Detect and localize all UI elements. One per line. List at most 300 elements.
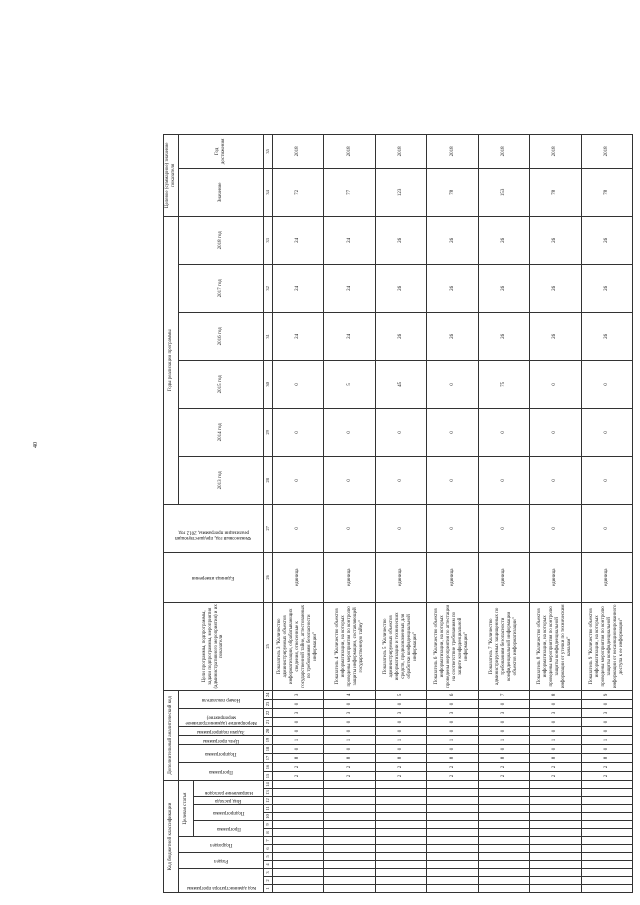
- budget-code-cell: [581, 877, 632, 885]
- year-value: 24: [324, 312, 375, 360]
- budget-code-cell: [427, 813, 478, 821]
- year-2013-header: 2013 год: [179, 456, 264, 504]
- column-number: 29: [264, 408, 273, 456]
- analytic-code-digit: 1: [427, 735, 478, 744]
- analytic-code-digit: 0: [324, 717, 375, 726]
- budget-code-cell: [478, 797, 529, 805]
- year-value: 0: [581, 360, 632, 408]
- year-value: 26: [427, 264, 478, 312]
- year-value: 26: [530, 264, 581, 312]
- budget-code-cell: [273, 780, 324, 788]
- budget-code-cell: [581, 805, 632, 813]
- analytic-code-digit: 0: [478, 717, 529, 726]
- budget-code-cell: [530, 837, 581, 845]
- unit-cell: единица: [530, 552, 581, 602]
- budget-code-cell: [581, 845, 632, 853]
- analytic-code-digit: 3: [478, 708, 529, 717]
- budget-code-cell: [324, 853, 375, 861]
- budget-code-cell: [581, 837, 632, 845]
- analytic-code-digit: 0: [427, 717, 478, 726]
- budget-code-cell: [273, 789, 324, 797]
- analytic-code-digit: 0: [273, 744, 324, 753]
- unit-column-header: Единица измерения: [164, 552, 264, 602]
- table-row: [273, 134, 324, 892]
- budget-code-cell: [273, 837, 324, 845]
- budget-code-cell: [427, 861, 478, 869]
- unit-cell: единица: [581, 552, 632, 602]
- budget-code-cell: [581, 853, 632, 861]
- year-value: 0: [530, 456, 581, 504]
- budget-code-cell: [427, 805, 478, 813]
- budget-code-cell: [427, 789, 478, 797]
- budget-code-cell: [530, 877, 581, 885]
- year-value: 0: [375, 408, 426, 456]
- analytic-code-digit: 0: [375, 726, 426, 735]
- an-program-header: Программа: [179, 762, 264, 780]
- budget-code-cell: [273, 877, 324, 885]
- column-number: 20: [264, 726, 273, 735]
- budget-code-cell: [581, 869, 632, 877]
- column-number: 32: [264, 264, 273, 312]
- year-value: 26: [427, 216, 478, 264]
- direction-subheader: Направление расходов: [194, 780, 264, 796]
- column-number: 3: [264, 869, 273, 877]
- budget-code-cell: [530, 869, 581, 877]
- column-number: 22: [264, 708, 273, 717]
- budget-code-cell: [427, 853, 478, 861]
- year-2015-header: 2015 год: [179, 360, 264, 408]
- an-goal-header: Цель программы: [179, 735, 264, 744]
- budget-code-cell: [581, 821, 632, 829]
- budget-code-cell: [273, 885, 324, 893]
- column-number: 13: [264, 789, 273, 797]
- analytic-code-digit: 0: [530, 744, 581, 753]
- budget-code-cell: [478, 829, 529, 837]
- analytic-code-digit: 0: [427, 699, 478, 708]
- unit-cell: единица: [427, 552, 478, 602]
- final-year: 2018: [581, 134, 632, 168]
- budget-code-cell: [324, 837, 375, 845]
- base-year-value: 0: [273, 504, 324, 552]
- analytic-code-digit: 5: [375, 690, 426, 699]
- analytic-code-digit: 2: [273, 771, 324, 780]
- budget-code-cell: [324, 797, 375, 805]
- analytic-code-digit: 1: [478, 735, 529, 744]
- base-year-value: 0: [324, 504, 375, 552]
- column-number: 18: [264, 744, 273, 753]
- budget-code-cell: [581, 797, 632, 805]
- year-value: 5: [324, 360, 375, 408]
- analytic-code-digit: 0: [273, 717, 324, 726]
- budget-code-cell: [375, 869, 426, 877]
- table-row: [324, 134, 375, 892]
- table-row: [581, 134, 632, 892]
- final-value: 77: [324, 168, 375, 216]
- column-number: 30: [264, 360, 273, 408]
- year-value: 24: [273, 264, 324, 312]
- budget-code-cell: [324, 805, 375, 813]
- budget-code-cell: [324, 845, 375, 853]
- budget-code-cell: [273, 869, 324, 877]
- base-year-column-header: Финансовый год, предшествующий реализации программы, 2012 год: [164, 504, 264, 552]
- budget-code-cell: [530, 821, 581, 829]
- column-number: 28: [264, 456, 273, 504]
- budget-code-cell: [427, 877, 478, 885]
- year-value: 0: [273, 408, 324, 456]
- final-year: 2018: [478, 134, 529, 168]
- budget-code-cell: [530, 813, 581, 821]
- final-value: 153: [478, 168, 529, 216]
- column-number: 12: [264, 797, 273, 805]
- budget-code-cell: [427, 821, 478, 829]
- analytic-code-digit: 1: [273, 735, 324, 744]
- final-year-subheader: Год достижения: [179, 134, 264, 168]
- budget-code-cell: [375, 797, 426, 805]
- analytic-code-digit: 0: [375, 717, 426, 726]
- budget-code-cell: [324, 861, 375, 869]
- year-value: 0: [324, 408, 375, 456]
- final-value: 78: [427, 168, 478, 216]
- year-value: 0: [427, 360, 478, 408]
- budget-code-cell: [581, 861, 632, 869]
- unit-cell: единица: [375, 552, 426, 602]
- analytic-code-digit: 0: [478, 699, 529, 708]
- final-year: 2018: [324, 134, 375, 168]
- column-number: 9: [264, 821, 273, 829]
- indicator-text: Показатель 8 "Количество объектов информатизации, на которых проведены мероприятия по контролю защиты конфиденциальной информации от утечки по техническим каналам": [530, 602, 581, 690]
- budget-code-cell: [273, 845, 324, 853]
- year-value: 24: [273, 312, 324, 360]
- analytic-code-digit: 2: [273, 762, 324, 771]
- column-number: 14: [264, 780, 273, 788]
- budget-code-cell: [478, 885, 529, 893]
- analytic-code-digit: 1: [375, 735, 426, 744]
- budget-code-cell: [375, 861, 426, 869]
- year-2014-header: 2014 год: [179, 408, 264, 456]
- budget-code-cell: [530, 845, 581, 853]
- analytic-code-digit: 3: [530, 708, 581, 717]
- year-value: 0: [324, 456, 375, 504]
- column-number: 2: [264, 877, 273, 885]
- budget-code-cell: [273, 813, 324, 821]
- budget-code-cell: [324, 829, 375, 837]
- final-year: 2018: [530, 134, 581, 168]
- final-year: 2018: [273, 134, 324, 168]
- analytic-code-digit: 4: [324, 690, 375, 699]
- year-value: 45: [375, 360, 426, 408]
- years-header: Годы реализации программы: [164, 216, 179, 504]
- budget-code-cell: [375, 780, 426, 788]
- budget-code-cell: [478, 845, 529, 853]
- budget-classification-header: Код бюджетной классификации: [164, 780, 179, 892]
- year-value: 26: [478, 216, 529, 264]
- analytic-code-digit: 0: [324, 699, 375, 708]
- subprogram-subheader: Подпрограмма: [194, 805, 264, 821]
- budget-code-cell: [324, 780, 375, 788]
- budget-code-cell: [581, 829, 632, 837]
- budget-code-cell: [478, 805, 529, 813]
- analytic-code-digit: 0: [324, 726, 375, 735]
- budget-code-cell: [581, 780, 632, 788]
- column-number: 16: [264, 762, 273, 771]
- year-value: 24: [324, 264, 375, 312]
- analytic-code-digit: 3: [375, 708, 426, 717]
- unit-cell: единица: [324, 552, 375, 602]
- budget-code-cell: [273, 829, 324, 837]
- budget-code-cell: [478, 780, 529, 788]
- analytic-code-digit: 2: [324, 762, 375, 771]
- target-article-header: Целевая статья: [179, 780, 194, 836]
- analytic-code-digit: 8: [273, 753, 324, 762]
- year-value: 0: [478, 456, 529, 504]
- indicator-text: Показатель 5 "Количество администрируемых объектов информатизации и технических средств, предназначенных для обработки конфиденциальной информации": [375, 602, 426, 690]
- year-value: 26: [375, 264, 426, 312]
- budget-code-cell: [478, 789, 529, 797]
- budget-code-cell: [324, 813, 375, 821]
- table-row: [478, 134, 529, 892]
- budget-code-cell: [478, 837, 529, 845]
- analytic-code-digit: 3: [427, 708, 478, 717]
- year-value: 0: [375, 456, 426, 504]
- analytic-code-digit: 0: [530, 717, 581, 726]
- column-number: 26: [264, 552, 273, 602]
- column-number: 5: [264, 853, 273, 861]
- analytic-code-digit: 1: [581, 735, 632, 744]
- year-2017-header: 2017 год: [179, 264, 264, 312]
- table-row: [375, 134, 426, 892]
- analytic-code-digit: 8: [530, 753, 581, 762]
- analytic-code-digit: 8: [375, 753, 426, 762]
- analytic-code-digit: 1: [324, 735, 375, 744]
- analytic-code-digit: 8: [478, 753, 529, 762]
- final-value: 123: [375, 168, 426, 216]
- base-year-value: 0: [581, 504, 632, 552]
- analytic-code-digit: 2: [375, 762, 426, 771]
- budget-code-cell: [427, 837, 478, 845]
- program-indicators-table: [163, 134, 633, 893]
- table-row: [427, 134, 478, 892]
- unit-cell: единица: [478, 552, 529, 602]
- year-2018-header: 2018 год: [179, 216, 264, 264]
- analytic-code-digit: 3: [324, 708, 375, 717]
- indicator-text: Показатель 7 "Количество администрируемых защищенных по требованиям безопасности конфиденциальной информации объектов информатизации": [478, 602, 529, 690]
- final-value: 78: [581, 168, 632, 216]
- column-number: 25: [264, 602, 273, 690]
- column-number: 10: [264, 813, 273, 821]
- year-value: 24: [273, 216, 324, 264]
- budget-code-cell: [530, 853, 581, 861]
- budget-code-cell: [273, 805, 324, 813]
- base-year-value: 0: [478, 504, 529, 552]
- analytic-code-digit: 8: [530, 690, 581, 699]
- budget-code-cell: [375, 877, 426, 885]
- budget-code-cell: [530, 780, 581, 788]
- column-number: 35: [264, 134, 273, 168]
- budget-code-cell: [324, 877, 375, 885]
- analytic-code-digit: 0: [478, 744, 529, 753]
- year-value: 0: [427, 456, 478, 504]
- budget-code-cell: [581, 813, 632, 821]
- budget-code-cell: [530, 805, 581, 813]
- base-year-value: 0: [530, 504, 581, 552]
- year-value: 26: [375, 312, 426, 360]
- analytic-code-digit: 0: [375, 699, 426, 708]
- year-value: 26: [478, 312, 529, 360]
- analytic-code-digit: 0: [581, 744, 632, 753]
- column-number: 31: [264, 312, 273, 360]
- budget-code-cell: [273, 861, 324, 869]
- analytic-code-header: Дополнительный аналитический код: [164, 690, 179, 780]
- an-indicator-number-header: Номер показателя: [179, 690, 264, 708]
- budget-code-cell: [530, 885, 581, 893]
- column-number: 11: [264, 805, 273, 813]
- year-value: 26: [581, 216, 632, 264]
- budget-code-cell: [478, 869, 529, 877]
- budget-code-cell: [530, 789, 581, 797]
- budget-code-cell: [324, 789, 375, 797]
- analytic-code-digit: 3: [273, 690, 324, 699]
- column-number: 27: [264, 504, 273, 552]
- budget-code-cell: [375, 853, 426, 861]
- analytic-code-digit: 1: [530, 735, 581, 744]
- analytic-code-digit: 0: [273, 726, 324, 735]
- analytic-code-digit: 2: [324, 771, 375, 780]
- admin-code-header: Код администратора программы: [179, 869, 264, 893]
- column-number: 19: [264, 735, 273, 744]
- budget-code-cell: [273, 853, 324, 861]
- analytic-code-digit: 2: [375, 771, 426, 780]
- year-2016-header: 2016 год: [179, 312, 264, 360]
- column-numbers-row: [264, 134, 273, 892]
- budget-code-cell: [427, 829, 478, 837]
- column-number: 8: [264, 829, 273, 837]
- analytic-code-digit: 3: [581, 708, 632, 717]
- analytic-code-digit: 2: [478, 762, 529, 771]
- analytic-code-digit: 0: [530, 699, 581, 708]
- final-year: 2018: [427, 134, 478, 168]
- an-measure-header: Мероприятие (административное мероприятие): [179, 708, 264, 726]
- budget-code-cell: [375, 829, 426, 837]
- base-year-value: 0: [375, 504, 426, 552]
- column-number: 21: [264, 717, 273, 726]
- year-value: 0: [427, 408, 478, 456]
- budget-code-cell: [581, 789, 632, 797]
- budget-code-cell: [324, 885, 375, 893]
- budget-code-cell: [375, 885, 426, 893]
- analytic-code-digit: 8: [324, 753, 375, 762]
- analytic-code-digit: 2: [478, 771, 529, 780]
- analytic-code-digit: 0: [478, 726, 529, 735]
- budget-code-cell: [427, 780, 478, 788]
- analytic-code-digit: 7: [478, 690, 529, 699]
- analytic-code-digit: 0: [530, 726, 581, 735]
- analytic-code-digit: 3: [273, 708, 324, 717]
- year-value: 26: [427, 312, 478, 360]
- budget-code-cell: [375, 789, 426, 797]
- final-year: 2018: [375, 134, 426, 168]
- section-header: Раздел: [179, 853, 264, 869]
- indicator-text: Показатель 9 "Количество объектов информатизации, на которых проведены мероприятия по контролю защиты конфиденциальной информации от несанкционированного доступа к ее информации": [581, 602, 632, 690]
- budget-code-cell: [273, 821, 324, 829]
- year-value: 0: [581, 456, 632, 504]
- analytic-code-digit: 2: [530, 771, 581, 780]
- column-number: 7: [264, 837, 273, 845]
- year-value: 24: [324, 216, 375, 264]
- page-number: 40: [33, 442, 39, 448]
- final-value-header: Целевое (суммарное) значение показателя: [164, 134, 179, 216]
- indicator-rows: [273, 134, 633, 892]
- year-value: 26: [530, 216, 581, 264]
- budget-code-cell: [375, 821, 426, 829]
- analytic-code-digit: 0: [427, 726, 478, 735]
- analytic-code-digit: 8: [427, 753, 478, 762]
- budget-code-cell: [478, 877, 529, 885]
- year-value: 26: [478, 264, 529, 312]
- year-value: 0: [581, 408, 632, 456]
- analytic-code-digit: 2: [581, 771, 632, 780]
- indicator-text: Показатель 3 "Количество администрируемых объектов информатизации, обрабатывающих сведения, отнесенные к государственной тайне, аттестованных по требованиям безопасности информации": [273, 602, 324, 690]
- year-value: 75: [478, 360, 529, 408]
- year-value: 26: [581, 264, 632, 312]
- year-value: 0: [530, 360, 581, 408]
- year-value: 26: [581, 312, 632, 360]
- an-task-header: Задачи подпрограммы: [179, 726, 264, 735]
- column-number: 4: [264, 861, 273, 869]
- analytic-code-digit: 2: [530, 762, 581, 771]
- analytic-code-digit: 0: [324, 744, 375, 753]
- budget-code-cell: [478, 861, 529, 869]
- column-number: 6: [264, 845, 273, 853]
- analytic-code-digit: 0: [581, 717, 632, 726]
- expense-type-subheader: Вид расхода: [194, 797, 264, 805]
- analytic-code-digit: 0: [581, 726, 632, 735]
- column-number: 33: [264, 216, 273, 264]
- analytic-code-digit: 0: [581, 699, 632, 708]
- subsection-header: Подраздел: [179, 837, 264, 853]
- budget-code-cell: [478, 813, 529, 821]
- year-value: 26: [375, 216, 426, 264]
- budget-code-cell: [427, 885, 478, 893]
- final-value: 72: [273, 168, 324, 216]
- column-number: 23: [264, 699, 273, 708]
- year-value: 26: [530, 312, 581, 360]
- budget-code-cell: [375, 837, 426, 845]
- budget-code-cell: [324, 821, 375, 829]
- unit-cell: единица: [273, 552, 324, 602]
- analytic-code-digit: 2: [427, 771, 478, 780]
- budget-code-cell: [375, 845, 426, 853]
- rotated-table-sheet: [163, 138, 633, 893]
- budget-code-cell: [427, 797, 478, 805]
- final-value-subheader: Значение: [179, 168, 264, 216]
- analytic-code-digit: 0: [375, 744, 426, 753]
- budget-code-cell: [375, 805, 426, 813]
- indicator-column-header: Цели программы, подпрограммы, задачи подпрограммы, мероприятия (административного мероприятия) и их показатели: [164, 602, 264, 690]
- budget-code-cell: [530, 797, 581, 805]
- base-year-value: 0: [427, 504, 478, 552]
- program-subheader: Программа: [194, 821, 264, 837]
- final-value: 78: [530, 168, 581, 216]
- indicator-text: Показатель 4 "Количество объектов информатизации, на которых проведены мероприятия по контролю защиты информации, составляющей государственную тайну": [324, 602, 375, 690]
- budget-code-cell: [427, 845, 478, 853]
- budget-code-cell: [375, 813, 426, 821]
- an-subprogram-header: Подпрограмма: [179, 744, 264, 762]
- column-number: 24: [264, 690, 273, 699]
- analytic-code-digit: 6: [427, 690, 478, 699]
- year-value: 0: [273, 456, 324, 504]
- budget-code-cell: [324, 869, 375, 877]
- analytic-code-digit: 2: [427, 762, 478, 771]
